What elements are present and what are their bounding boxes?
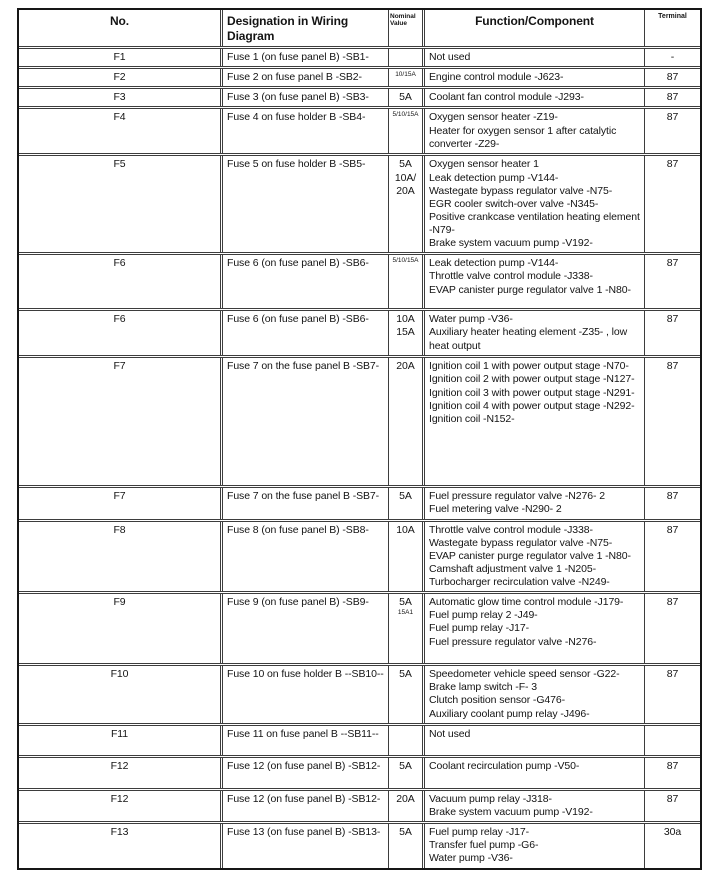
fuse-terminal: 87 — [666, 257, 679, 270]
function-component-line: Brake system vacuum pump -V192- — [429, 237, 593, 250]
function-component-line: Throttle valve control module -J338- — [429, 270, 593, 283]
fuse-number: F10 — [19, 666, 223, 723]
table-row — [19, 254, 700, 309]
table-row — [19, 108, 700, 154]
fuse-designation: Fuse 7 on the fuse panel B -SB7- — [223, 488, 389, 518]
fuse-function — [425, 69, 645, 86]
fuse-nominal-value — [389, 69, 425, 86]
function-component-line: Brake lamp switch -F- 3 — [429, 681, 537, 694]
function-component-line: Automatic glow time control module -J179- — [429, 596, 624, 609]
fuse-assignment-table — [17, 8, 702, 870]
function-component-line: Engine control module -J623- — [429, 71, 564, 84]
fuse-terminal: 87 — [666, 360, 679, 373]
fuse-terminal: 87 — [666, 792, 679, 805]
nominal-value-line: 10/15A — [395, 71, 416, 79]
function-component-line: Not used — [429, 51, 471, 63]
nominal-value-line: 15A1 — [397, 609, 414, 617]
function-component-line: Camshaft adjustment valve 1 -N205- — [429, 562, 597, 575]
fuse-function — [425, 89, 645, 106]
fuse-table-rows — [19, 48, 700, 868]
fuse-number: F6 — [19, 255, 223, 308]
fuse-designation: Fuse 12 (on fuse panel B) -SB12- — [223, 791, 389, 821]
fuse-nominal-value — [389, 49, 425, 66]
fuse-nominal-value — [389, 488, 425, 518]
nominal-value-line: 5A — [399, 91, 412, 104]
nominal-value-line: 5A — [399, 596, 412, 609]
nominal-value-line: 20A — [396, 360, 415, 373]
table-row — [19, 357, 700, 486]
fuse-terminal: 30a — [663, 825, 682, 838]
fuse-nominal-value — [389, 594, 425, 663]
nominal-value-line: 20A — [396, 184, 415, 197]
function-component-line: Oxygen sensor heater 1 — [429, 158, 539, 171]
function-component-line: Auxiliary coolant pump relay -J496- — [429, 707, 590, 720]
table-row — [19, 155, 700, 253]
fuse-function — [425, 758, 645, 788]
nominal-value-line: 10A — [396, 523, 415, 536]
function-component-line: Fuel pressure regulator valve -N276- 2 — [429, 490, 605, 503]
header-no: No. — [19, 10, 223, 46]
fuse-designation: Fuse 3 (on fuse panel B) -SB3- — [223, 89, 389, 106]
fuse-number: F12 — [19, 791, 223, 821]
table-row — [19, 593, 700, 664]
fuse-nominal-value — [389, 109, 425, 153]
header-function: Function/Component — [425, 10, 645, 46]
function-component-line: Leak detection pump -V144- — [429, 171, 559, 184]
fuse-terminal: 87 — [666, 71, 679, 84]
nominal-value-line: 15A — [396, 326, 415, 339]
nominal-value-line: 5A — [399, 668, 412, 681]
fuse-designation: Fuse 6 (on fuse panel B) -SB6- — [223, 311, 389, 355]
fuse-function — [425, 311, 645, 355]
function-component-line: Heater for oxygen sensor 1 after catalytic converter -Z29- — [429, 124, 617, 150]
fuse-number: F11 — [19, 726, 223, 755]
function-component-line: Fuel pump relay -J17- — [429, 825, 530, 838]
function-component-line: Coolant fan control module -J293- — [429, 91, 584, 104]
fuse-function — [425, 109, 645, 153]
table-header-row — [19, 10, 700, 47]
fuse-terminal: 87 — [666, 490, 679, 503]
fuse-number: F3 — [19, 89, 223, 106]
fuse-terminal: 87 — [666, 759, 679, 772]
function-component-line: Ignition coil 3 with power output stage -N291- — [429, 386, 635, 399]
fuse-designation: Fuse 2 on fuse panel B -SB2- — [223, 69, 389, 86]
table-row — [19, 521, 700, 593]
fuse-number: F12 — [19, 758, 223, 788]
header-nominal-line1: Nominal — [390, 13, 416, 20]
fuse-nominal-value — [389, 311, 425, 355]
table-row — [19, 68, 700, 87]
fuse-designation: Fuse 9 (on fuse panel B) -SB9- — [223, 594, 389, 663]
function-component-line: Fuel pump relay -J17- — [429, 622, 530, 635]
nominal-value-line: 5A — [399, 825, 412, 838]
nominal-value-line: 10A/ — [394, 171, 417, 184]
fuse-number: F8 — [19, 522, 223, 592]
function-component-line: EVAP canister purge regulator valve 1 -N80- — [429, 283, 631, 296]
fuse-function — [425, 156, 645, 252]
nominal-value-line: 5A — [399, 158, 412, 171]
fuse-nominal-value — [389, 666, 425, 723]
function-component-line: Speedometer vehicle speed sensor -G22- — [429, 668, 620, 681]
function-component-line: Ignition coil 1 with power output stage -N70- — [429, 360, 629, 373]
fuse-number: F4 — [19, 109, 223, 153]
function-component-line: Coolant recirculation pump -V50- — [429, 759, 580, 772]
fuse-function — [425, 488, 645, 518]
function-component-line: Ignition coil -N152- — [429, 412, 515, 425]
table-row — [19, 48, 700, 67]
fuse-number: F5 — [19, 156, 223, 252]
fuse-nominal-value — [389, 824, 425, 868]
function-component-line: Turbocharger recirculation valve -N249- — [429, 576, 610, 588]
function-component-line: Positive crankcase ventilation heating element -N79- — [429, 210, 640, 236]
fuse-terminal: 87 — [666, 111, 679, 124]
function-component-line: Auxiliary heater heating element -Z35- , low heat output — [429, 326, 628, 352]
fuse-function — [425, 726, 645, 755]
function-component-line: Wastegate bypass regulator valve -N75- — [429, 184, 613, 197]
function-component-line: Leak detection pump -V144- — [429, 257, 559, 270]
fuse-terminal: 87 — [666, 668, 679, 681]
fuse-terminal: 87 — [666, 313, 679, 326]
fuse-number: F13 — [19, 824, 223, 868]
fuse-nominal-value — [389, 156, 425, 252]
fuse-designation: Fuse 12 (on fuse panel B) -SB12- — [223, 758, 389, 788]
fuse-terminal: 87 — [666, 158, 679, 171]
fuse-function — [425, 358, 645, 485]
fuse-function — [425, 791, 645, 821]
fuse-designation: Fuse 5 on fuse holder B -SB5- — [223, 156, 389, 252]
table-row — [19, 725, 700, 756]
function-component-line: Ignition coil 4 with power output stage -N292- — [429, 399, 635, 412]
nominal-value-line: 5/10/15A — [392, 257, 419, 265]
table-row — [19, 665, 700, 724]
fuse-number: F2 — [19, 69, 223, 86]
fuse-nominal-value — [389, 726, 425, 755]
function-component-line: Fuel pressure regulator valve -N276- — [429, 635, 597, 648]
fuse-nominal-value — [389, 89, 425, 106]
header-terminal: Terminal — [658, 13, 687, 20]
function-component-line: Clutch position sensor -G476- — [429, 694, 565, 707]
fuse-designation: Fuse 10 on fuse holder B --SB10-- — [223, 666, 389, 723]
function-component-line: Fuel metering valve -N290- 2 — [429, 503, 562, 516]
function-component-line: Throttle valve control module -J338- — [429, 523, 593, 536]
function-component-line: Not used — [429, 727, 471, 740]
fuse-designation: Fuse 7 on the fuse panel B -SB7- — [223, 358, 389, 485]
header-nominal-value — [389, 10, 425, 46]
function-component-line: Water pump -V36- — [429, 313, 513, 326]
fuse-designation: Fuse 6 (on fuse panel B) -SB6- — [223, 255, 389, 308]
fuse-nominal-value — [389, 358, 425, 485]
fuse-function — [425, 594, 645, 663]
fuse-number: F9 — [19, 594, 223, 663]
header-designation: Designation in Wiring Diagram — [223, 10, 389, 46]
fuse-function — [425, 666, 645, 723]
fuse-terminal: 87 — [666, 596, 679, 609]
nominal-value-line: 5/10/15A — [392, 111, 419, 119]
fuse-number: F6 — [19, 311, 223, 355]
fuse-nominal-value — [389, 522, 425, 592]
function-component-line: Fuel pump relay 2 -J49- — [429, 609, 538, 622]
fuse-nominal-value — [389, 255, 425, 308]
fuse-function — [425, 49, 645, 66]
table-row — [19, 310, 700, 356]
table-row — [19, 88, 700, 107]
function-component-line: Water pump -V36- — [429, 852, 513, 865]
nominal-value-line: 20A — [396, 792, 415, 805]
function-component-line: EGR cooler switch-over valve -N345- — [429, 197, 599, 210]
function-component-line: Oxygen sensor heater -Z19- — [429, 111, 558, 124]
function-component-line: Vacuum pump relay -J318- — [429, 792, 552, 805]
fuse-designation: Fuse 8 (on fuse panel B) -SB8- — [223, 522, 389, 592]
function-component-line: EVAP canister purge regulator valve 1 -N80- — [429, 549, 631, 562]
fuse-number: F7 — [19, 488, 223, 518]
fuse-terminal: - — [670, 51, 675, 63]
fuse-function — [425, 824, 645, 868]
fuse-designation: Fuse 4 on fuse holder B -SB4- — [223, 109, 389, 153]
nominal-value-line: 5A — [399, 759, 412, 772]
nominal-value-line: 10A — [396, 313, 415, 326]
fuse-function — [425, 522, 645, 592]
fuse-nominal-value — [389, 791, 425, 821]
header-nominal-line2: Value — [390, 20, 407, 28]
fuse-terminal: 87 — [666, 523, 679, 536]
function-component-line: Wastegate bypass regulator valve -N75- — [429, 536, 613, 549]
fuse-number: F7 — [19, 358, 223, 485]
fuse-nominal-value — [389, 758, 425, 788]
table-row — [19, 790, 700, 822]
fuse-number: F1 — [19, 49, 223, 66]
fuse-terminal: 87 — [666, 91, 679, 104]
table-row — [19, 823, 700, 868]
nominal-value-line: 5A — [399, 490, 412, 503]
table-row — [19, 757, 700, 789]
fuse-designation: Fuse 1 (on fuse panel B) -SB1- — [223, 49, 389, 66]
table-row — [19, 487, 700, 519]
function-component-line: Ignition coil 2 with power output stage -N127- — [429, 373, 635, 386]
fuse-function — [425, 255, 645, 308]
fuse-terminal — [645, 726, 700, 755]
fuse-designation: Fuse 11 on fuse panel B --SB11-- — [223, 726, 389, 755]
fuse-designation: Fuse 13 (on fuse panel B) -SB13- — [223, 824, 389, 868]
function-component-line: Brake system vacuum pump -V192- — [429, 805, 593, 818]
function-component-line: Transfer fuel pump -G6- — [429, 839, 539, 851]
